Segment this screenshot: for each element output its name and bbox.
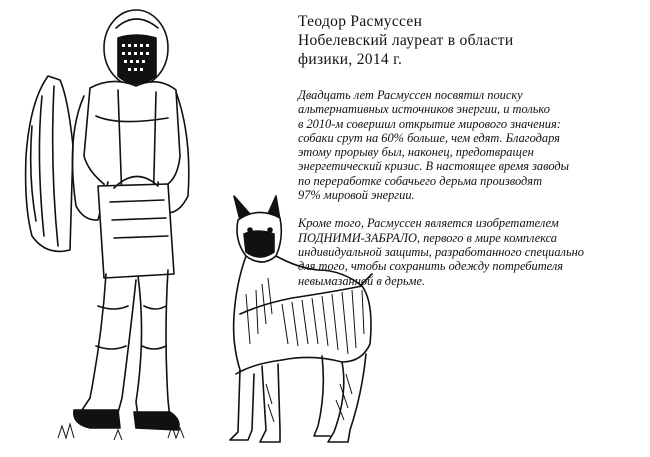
paragraph-line: в 2010-м совершил открытие мирового значения:: [298, 116, 561, 131]
paragraph-line: индивидуальной защиты, разработанного специально: [298, 244, 584, 259]
person-name: Теодор Расмуссен: [298, 13, 423, 30]
paragraph-line: по переработке собачьего дерьма производят: [298, 173, 543, 188]
paragraph-line: энергетический кризис. В настоящее время заводы: [298, 159, 570, 174]
paragraph-line: альтернативных источников энергии, и только: [298, 102, 550, 117]
person-illustration: [18, 6, 193, 446]
caption-block: [298, 12, 644, 288]
paragraph-line: ПОДНИМИ-ЗАБРАЛО, первого в мире комплекса: [298, 230, 557, 245]
paragraph-line: невымазанной в дерьме.: [298, 273, 426, 288]
paragraph-line: 97% мировой энергии.: [298, 188, 415, 203]
suited-person-drawing: [18, 6, 193, 446]
invention-paragraph: [298, 216, 644, 287]
paragraph-line: для того, чтобы сохранить одежду потребителя: [298, 259, 564, 274]
person-title-line2: физики, 2014 г.: [298, 51, 403, 68]
paragraph-line: собаки срут на 60% больше, чем едят. Благодаря: [298, 130, 560, 145]
biography-paragraph: [298, 88, 644, 202]
paragraph-line: Двадцать лет Расмуссен посвятил поиску: [298, 88, 523, 102]
paragraph-line: Кроме того, Расмуссен является изобретателем: [298, 216, 559, 231]
paragraph-line: этому прорыву был, наконец, предотвращен: [298, 145, 534, 160]
person-title-line1: Нобелевский лауреат в области: [298, 32, 514, 49]
